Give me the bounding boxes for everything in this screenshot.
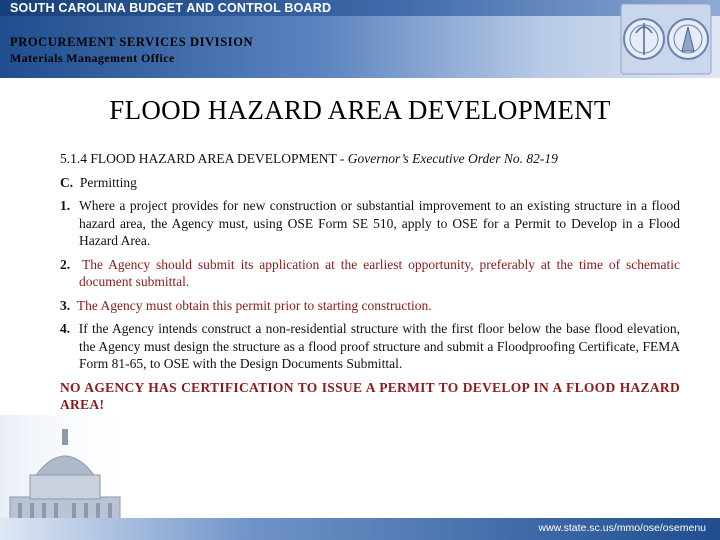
executive-order-ref: Governor’s Executive Order No. 82-19 [347,151,558,166]
subheading-text: Permitting [79,174,137,190]
item-number: 2. [60,256,71,272]
board-name: SOUTH CAROLINA BUDGET AND CONTROL BOARD [10,1,332,15]
office-name: Materials Management Office [10,51,175,65]
subheading [60,174,680,192]
section-ref-text: 5.1.4 FLOOD HAZARD AREA DEVELOPMENT - [60,151,348,166]
section-reference [60,150,680,168]
item-text: Where a project provides for new construction or substantial improvement to an existing structure in a flood hazard area, the Agency must, using OSE Form SE 510, apply to OSE for a Permit to Develop in a Flood Hazard Area. [79,198,681,248]
footer-url-link[interactable]: www.state.sc.us/mmo/ose/osemenu [538,522,706,534]
slide-title: FLOOD HAZARD AREA DEVELOPMENT [109,95,611,125]
division-name: PROCUREMENT SERVICES DIVISION [10,35,254,49]
warning-text: NO AGENCY HAS CERTIFICATION TO ISSUE A PERMIT TO DEVELOP IN A FLOOD HAZARD AREA! [60,379,680,412]
list-item [60,256,680,291]
item-text: If the Agency intends construct a non-residential structure with the first floor below the base flood elevation, the Agency must design the structure as a flood proof structure and submit a Floodproofing Certificate, FEMA Form 81-65, to OSE with the Design Documents Submittal. [78,321,681,371]
list-item [60,320,680,373]
list-item [60,197,680,250]
slide-body [60,150,680,420]
item-text: The Agency must obtain this permit prior to starting construction. [76,297,432,313]
item-text: The Agency should submit its application at the earliest opportunity, preferably at the time of schematic document submittal. [79,256,680,289]
item-number: 1. [60,198,71,213]
state-seal-icon [620,3,712,75]
list-item [60,297,680,315]
subheading-letter: C. [60,174,74,190]
item-number: 3. [60,297,71,313]
item-number: 4. [60,321,71,336]
